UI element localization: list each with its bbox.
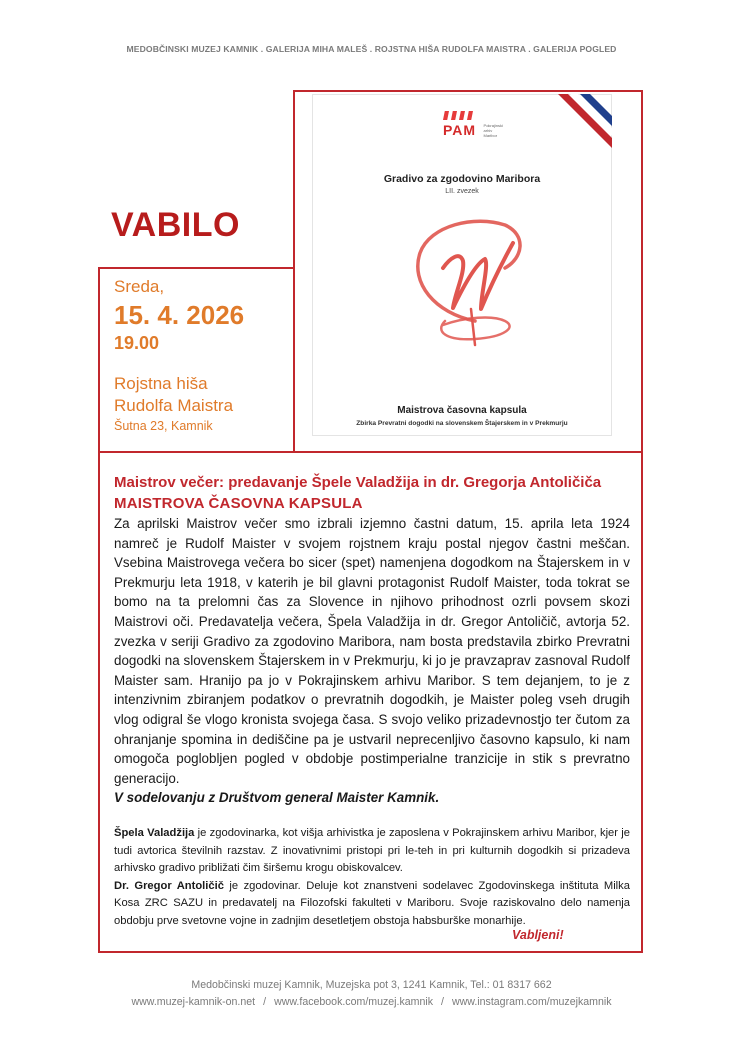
- facebook-link[interactable]: www.facebook.com/muzej.kamnik: [274, 996, 434, 1008]
- event-venue: [114, 373, 244, 417]
- pam-logo-text: PAM: [443, 122, 477, 138]
- pam-sub-line: Pokrajinski: [483, 123, 503, 128]
- frame-line-inner-left: [293, 90, 295, 452]
- invitation-title: VABILO: [111, 206, 240, 244]
- footer-links: [0, 994, 743, 1011]
- flag-stripes-icon: [550, 94, 612, 156]
- frame-line-right: [641, 90, 643, 952]
- venue-line-1: Rojstna hiša: [114, 374, 208, 393]
- speaker-2-text: je zgodovinar. Deluje kot znanstveni sodelavec Zgodovinskega inštituta Milka Kosa ZRC SAZU in predavatelj na Filozofski fakulteti v Mariboru. Svoje raziskovalno delo namenja obdobju prve svetovne vojne in zadnjim desetletjem obstoja habsburške monarhije.: [114, 879, 630, 927]
- speaker-bio-1: [114, 825, 630, 878]
- event-description: Za aprilski Maistrov večer smo izbrali izjemno častni datum, 15. aprila leta 1924 namreč je Rudolf Maister v svojem rojstnem kraju postal njegov častni meščan. Vsebina Maistrovega večera bo sicer (spet) namenjena dogodkom na Štajerskem in v Prekmurju leta 1918, v katerih je bil glavni protagonist Rudolf Maister, toda tokrat se bomo na ta prelomni čas za Slovence in njihovo prihodnost ozrli povsem skozi Maistrovi oči. Predavatelja večera, Špela Valadžija in dr. Gregor Antoličič, avtorja 52. zvezka v seriji Gradivo za zgodovino Maribora, nam bosta predstavila zbirko Prevratni dogodki na slovenskem Štajerskem in v Prekmurju, ki jo je pravzaprav zasnoval Rudolf Maister sam. Hranijo pa jo v Pokrajinskem arhivu Maribor. S tem dejanjem, to je z intenzivnim zbiranjem podatkov o prevratnih dogodkih, je Maister poleg vseh drugih vlog odigral še vlogo kronista svojega časa. S svojo veliko prizadevnostjo ter čutom za ohranjanje spomina in dediščine pa je ustvaril neprecenljivo časovno kapsulo, ki nam omogoča poglobljen pogled v obdobje postimperialne tranzicije in stik s prevratno generacijo.: [114, 516, 630, 786]
- maister-signature-icon: [405, 213, 535, 378]
- frame-line-bottom: [98, 951, 643, 953]
- speaker-1-name: Špela Valadžija: [114, 826, 195, 839]
- footer: [0, 977, 743, 1011]
- cover-book-title: Maistrova časovna kapsula: [397, 405, 527, 416]
- pam-logo: [443, 111, 503, 142]
- event-address: Šutna 23, Kamnik: [114, 419, 213, 433]
- cover-book-subtitle: Zbirka Prevratni dogodki na slovenskem Štajerskem in v Prekmurju: [356, 420, 568, 427]
- book-cover-image: [312, 94, 612, 436]
- speaker-bios: [114, 825, 630, 931]
- pam-logo-marks-icon: [443, 111, 503, 120]
- venue-line-2: Rudolfa Maistra: [114, 396, 234, 415]
- instagram-link[interactable]: www.instagram.com/muzejkamnik: [451, 996, 612, 1008]
- lecture-subtitle: MAISTROVA ČASOVNA KAPSULA: [114, 495, 363, 512]
- pam-sub-line: arhiv: [483, 128, 493, 133]
- cooperation-note: V sodelovanju z Društvom general Maister Kamnik.: [114, 790, 440, 806]
- footer-separator: /: [263, 996, 267, 1008]
- speaker-1-text: je zgodovinarka, kot višja arhivistka je zaposlena v Pokrajinskem arhivu Maribor, kjer je tudi avtorica številnih razstav. Z inovativnimi pristopi pri le-teh in pri kulturnih dogodkih si prizadeva arhivsko gradivo približati čim širšemu krogu obiskovalcev.: [114, 826, 630, 875]
- speaker-bio-2: [114, 878, 630, 931]
- frame-line-left: [98, 267, 100, 952]
- lecture-title: Maistrov večer: predavanje Špele Valadžija in dr. Gregorja Antoličiča: [114, 474, 602, 491]
- speaker-2-name: Dr. Gregor Antoličič: [114, 879, 224, 892]
- event-description-section: [114, 472, 630, 930]
- frame-line-middle: [98, 451, 643, 453]
- event-info: [114, 277, 244, 435]
- cover-series-title: Gradivo za zgodovino Maribora: [383, 173, 541, 185]
- institutions-header: MEDOBČINSKI MUZEJ KAMNIK . GALERIJA MIHA MALEŠ . ROJSTNA HIŠA RUDOLFA MAISTRA . GALERIJA POGLED: [126, 44, 617, 54]
- welcome-text: Vabljeni!: [512, 928, 564, 942]
- event-day: Sreda,: [114, 277, 165, 296]
- website-link[interactable]: www.muzej-kamnik-on.net: [131, 996, 256, 1008]
- event-date: 15. 4. 2026: [114, 300, 245, 330]
- event-time: 19.00: [114, 333, 160, 353]
- pam-sub-line: Maribor: [483, 133, 498, 138]
- pam-logo-subtitle: [484, 123, 503, 138]
- footer-separator: /: [441, 996, 444, 1008]
- frame-line-top: [293, 90, 643, 92]
- frame-line-info-top: [98, 267, 295, 269]
- cover-issue: LII. zvezek: [445, 188, 479, 195]
- footer-address: Medobčinski muzej Kamnik, Muzejska pot 3, 1241 Kamnik, Tel.: 01 8317 662: [191, 979, 552, 991]
